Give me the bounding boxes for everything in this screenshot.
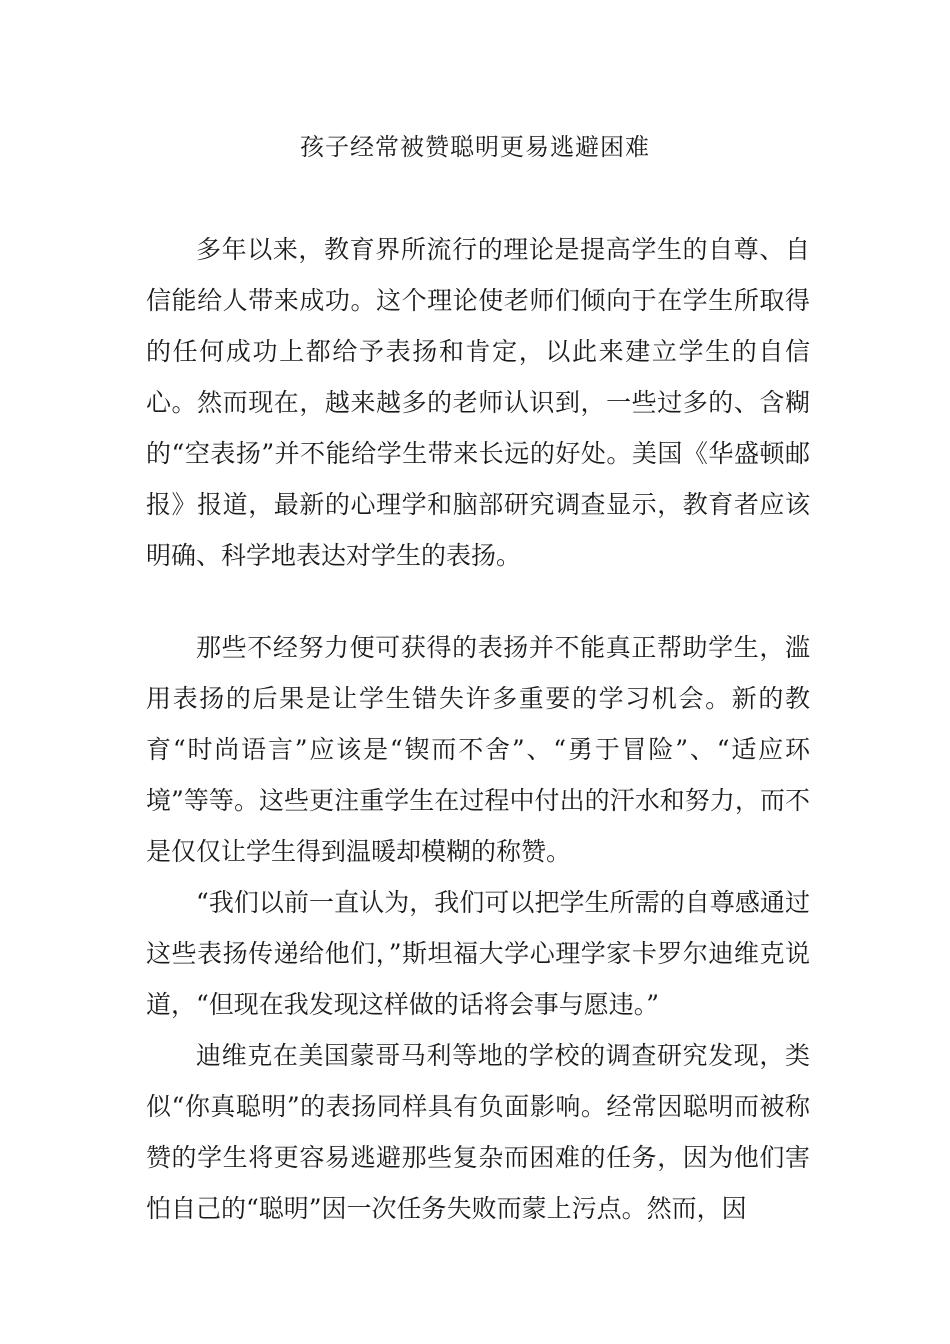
paragraph-4: 迪维克在美国蒙哥马利等地的学校的调查研究发现，类似“你真聪明”的表扬同样具有负面影响。经常因聪明而被称赞的学生将更容易逃避那些复杂而困难的任务，因为他们害怕自己的“聪明”因一次任务失败而蒙上污点。然而，因 [146,1041,810,1223]
body-section-1 [146,224,810,581]
document-title: 孩子经常被赞聪明更易逃避困难 [300,133,650,161]
paragraph-2: 那些不经努力便可获得的表扬并不能真正帮助学生，滥用表扬的后果是让学生错失许多重要的学习机会。新的教育“时尚语言”应该是“锲而不舍”、“勇于冒险”、“适应环境”等等。这些更注重学生在过程中付出的汗水和努力，而不是仅仅让学生得到温暖却模糊的称赞。 [146,633,810,866]
body-section-2 [146,622,810,1234]
paragraph-3: “我们以前一直认为，我们可以把学生所需的自尊感通过这些表扬传递给他们，”斯坦福大学心理学家卡罗尔迪维克说道，“但现在我发现这样做的话将会事与愿违。” [146,888,810,1019]
paragraph-1: 多年以来，教育界所流行的理论是提高学生的自尊、自信能给人带来成功。这个理论使老师们倾向于在学生所取得的任何成功上都给予表扬和肯定，以此来建立学生的自信心。然而现在，越来越多的老师认识到，一些过多的、含糊的“空表扬”并不能给学生带来长远的好处。美国《华盛顿邮报》报道，最新的心理学和脑部研究调查显示，教育者应该明确、科学地表达对学生的表扬。 [146,235,810,570]
